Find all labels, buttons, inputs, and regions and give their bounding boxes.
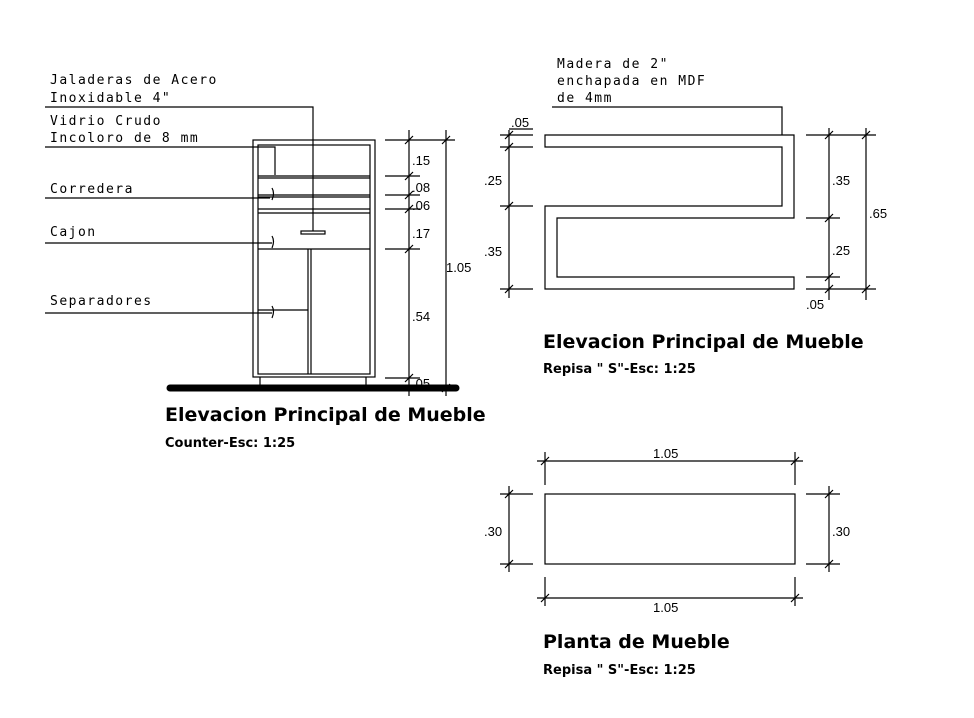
drawer-handle [301,231,325,234]
note-madera-3: de 4mm [557,91,613,106]
note-jaladeras-1: Jaladeras de Acero [50,73,218,88]
dim-left-35: .35 [484,244,503,259]
shelf-elevation [484,57,887,377]
cabinet-inner [258,145,370,374]
counter-dimension-lines [385,130,455,396]
leader-madera [552,107,782,135]
dim-right-25: .25 [832,243,851,258]
dim-54: .54 [412,309,431,324]
break-marks [272,188,274,318]
note-vidrio-2: Incoloro de 8 mm [50,131,200,146]
counter-elevation [45,73,486,451]
shelf-title: Elevacion Principal de Mueble [543,331,864,353]
note-madera-2: enchapada en MDF [557,74,707,89]
s-shelf-outline [545,135,794,289]
dim-plan-top: 1.05 [653,446,679,461]
dim-05: .05 [412,376,431,391]
note-jaladeras-2: Inoxidable 4" [50,91,172,106]
note-separadores: Separadores [50,294,153,309]
dim-bottom-05: .05 [806,297,825,312]
dim-total-105: 1.05 [446,260,472,275]
cabinet-shelves [258,176,370,374]
dim-15: .15 [412,153,431,168]
note-cajon: Cajon [50,225,97,240]
dim-17: .17 [412,226,431,241]
dim-left-25: .25 [484,173,503,188]
note-madera-1: Madera de 2" [557,57,669,72]
note-corredera: Corredera [50,182,134,197]
plan-title: Planta de Mueble [543,631,730,653]
dim-plan-left: .30 [484,524,503,539]
counter-subtitle: Counter-Esc: 1:25 [165,436,296,451]
plan-view [484,446,850,678]
note-vidrio-1: Vidrio Crudo [50,114,162,129]
dim-right-35: .35 [832,173,851,188]
plan-rect [545,494,795,564]
plan-dimension-lines [500,452,840,606]
dim-06: .06 [412,198,431,213]
dim-top-05: .05 [511,115,530,130]
dim-plan-bottom: 1.05 [653,600,679,615]
dim-08: .08 [412,180,431,195]
plan-subtitle: Repisa " S"-Esc: 1:25 [543,663,696,678]
dim-plan-right: .30 [832,524,851,539]
counter-title: Elevacion Principal de Mueble [165,404,486,426]
dim-total-65: .65 [869,206,888,221]
shelf-subtitle: Repisa " S"-Esc: 1:25 [543,362,696,377]
